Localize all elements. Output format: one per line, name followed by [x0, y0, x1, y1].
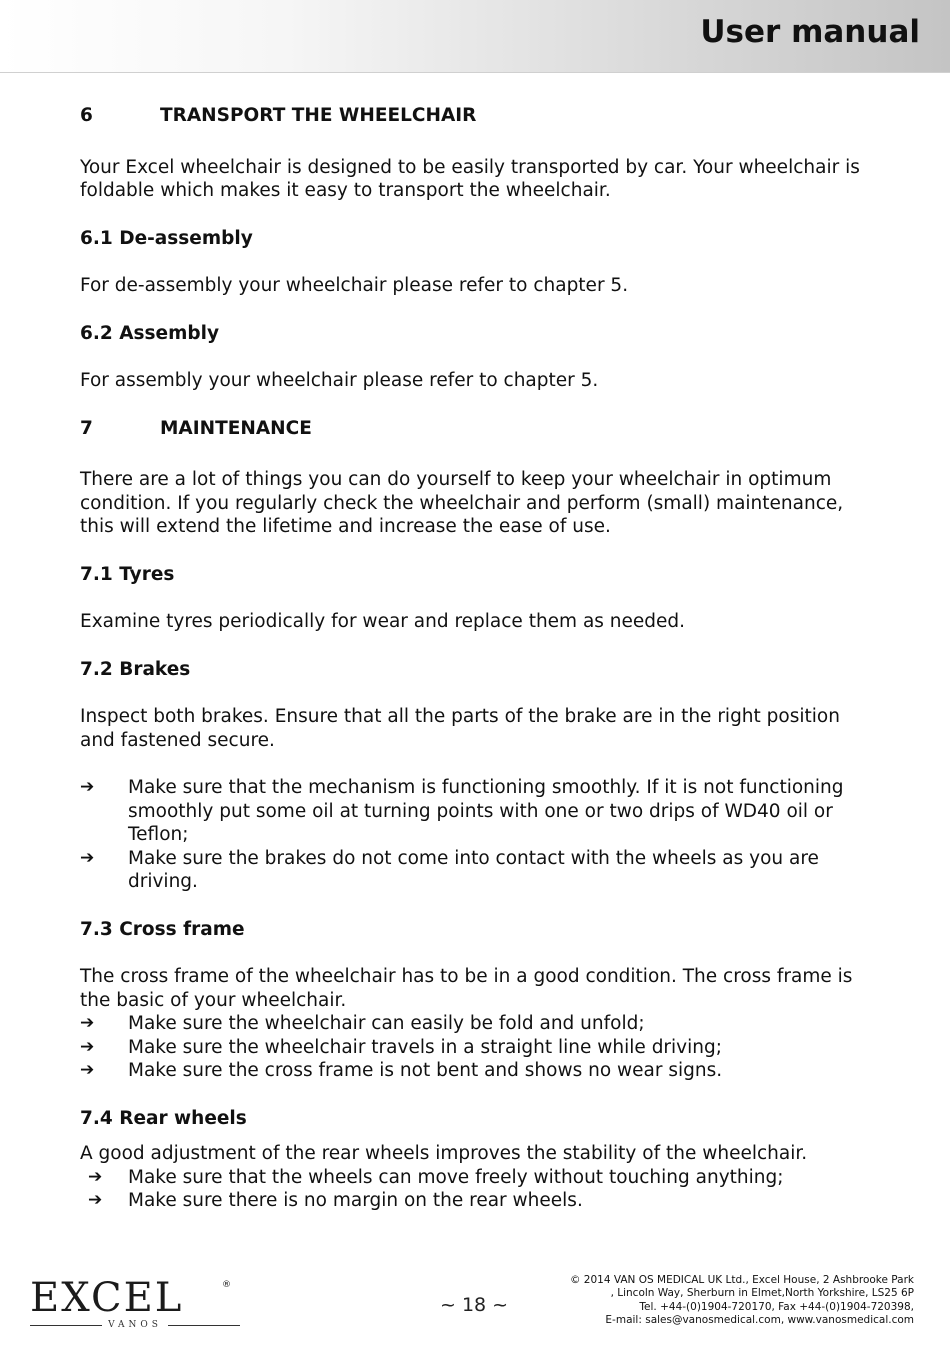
header-band: [0, 0, 950, 73]
paragraph: For assembly your wheelchair please refer to chapter 5.: [80, 370, 599, 391]
contact-line: E-mail: sales@vanosmedical.com, www.vanosmedical.com: [605, 1313, 914, 1326]
list-item: [80, 847, 870, 894]
paragraph: The cross frame of the wheelchair has to be in a good condition. The cross frame is the basic of your wheelchair.: [80, 966, 853, 1011]
section-number: 7: [80, 417, 93, 439]
arrow-right-icon: ➔: [80, 1036, 95, 1057]
list-item: [80, 1012, 870, 1036]
section-title: TRANSPORT THE WHEELCHAIR: [160, 105, 477, 126]
list-item-text: Make sure the wheelchair travels in a straight line while driving;: [128, 1036, 722, 1058]
contact-line: , Lincoln Way, Sherburn in Elmet,North Yorkshire, LS25 6P: [610, 1287, 914, 1300]
subsection-heading-7-1: 7.1 Tyres: [80, 563, 175, 585]
section-title: MAINTENANCE: [160, 417, 312, 439]
bullet-list-cross-frame: [80, 1012, 870, 1083]
subsection-heading-6-1: 6.1 De-assembly: [80, 227, 253, 249]
divider: [30, 1325, 102, 1326]
paragraph: For de-assembly your wheelchair please refer to chapter 5.: [80, 275, 629, 296]
divider: [168, 1325, 240, 1326]
section-heading-6: [80, 104, 870, 128]
list-item-text: Make sure the cross frame is not bent and shows no wear signs.: [128, 1060, 723, 1081]
section-heading-7: [80, 417, 870, 441]
list-item-text: Make sure there is no margin on the rear wheels.: [128, 1190, 583, 1211]
paragraph: Your Excel wheelchair is designed to be easily transported by car. Your wheelchair is foldable which makes it easy to transport the wheelchair.: [80, 156, 860, 201]
arrow-right-icon: ➔: [80, 777, 95, 797]
list-item: [80, 1166, 870, 1190]
list-item: [80, 776, 870, 847]
list-item-text: Make sure the wheelchair can easily be fold and unfold;: [128, 1013, 645, 1034]
registered-mark: ®: [222, 1280, 231, 1290]
logo-subtitle-text: VANOS: [108, 1320, 162, 1330]
section-number: 6: [80, 105, 93, 126]
arrow-right-icon: ➔: [80, 1013, 95, 1033]
logo-subtitle: [30, 1320, 240, 1330]
contact-line: Tel. +44-(0)1904-720170, Fax +44-(0)1904-720398,: [639, 1300, 914, 1313]
paragraph: There are a lot of things you can do yourself to keep your wheelchair in optimum condition. If you regularly check the wheelchair and perform (small) maintenance, this will extend the lifetime and increase the ease of use.: [80, 469, 844, 537]
arrow-right-icon: ➔: [80, 1060, 95, 1080]
paragraph: Examine tyres periodically for wear and replace them as needed.: [80, 611, 686, 632]
arrow-right-icon: ➔: [88, 1190, 103, 1210]
list-item-text: Make sure that the wheels can move freely without touching anything;: [128, 1166, 784, 1188]
bullet-list-rear-wheels: [80, 1166, 870, 1213]
list-item: [80, 1189, 870, 1213]
list-item-text: Make sure that the mechanism is functioning smoothly. If it is not functioning smoothly put some oil at turning points with one or two drips of WD40 oil or Teflon;: [128, 777, 844, 845]
subsection-heading-7-4: 7.4 Rear wheels: [80, 1107, 247, 1129]
footer-contact: [494, 1274, 914, 1327]
subsection-heading-6-2: 6.2 Assembly: [80, 322, 220, 344]
bullet-list-brakes: [80, 776, 870, 894]
logo-wordmark: EXCEL: [30, 1275, 184, 1321]
arrow-right-icon: ➔: [80, 847, 95, 868]
list-item: [80, 1059, 870, 1083]
list-item-text: Make sure the brakes do not come into contact with the wheels as you are driving.: [128, 847, 819, 892]
paragraph: A good adjustment of the rear wheels improves the stability of the wheelchair.: [80, 1143, 808, 1164]
subsection-heading-7-3: 7.3 Cross frame: [80, 918, 245, 940]
excel-logo: [30, 1275, 240, 1330]
list-item: [80, 1036, 870, 1060]
arrow-right-icon: ➔: [88, 1166, 103, 1187]
subsection-heading-7-2: 7.2 Brakes: [80, 658, 191, 680]
document-body: [80, 104, 870, 1237]
paragraph: Inspect both brakes. Ensure that all the parts of the brake are in the right position and fastened secure.: [80, 706, 840, 751]
contact-line: © 2014 VAN OS MEDICAL UK Ltd., Excel House, 2 Ashbrooke Park: [569, 1274, 914, 1286]
page-header-title: User manual: [700, 14, 920, 50]
page-number: ~ 18 ~: [440, 1294, 509, 1316]
